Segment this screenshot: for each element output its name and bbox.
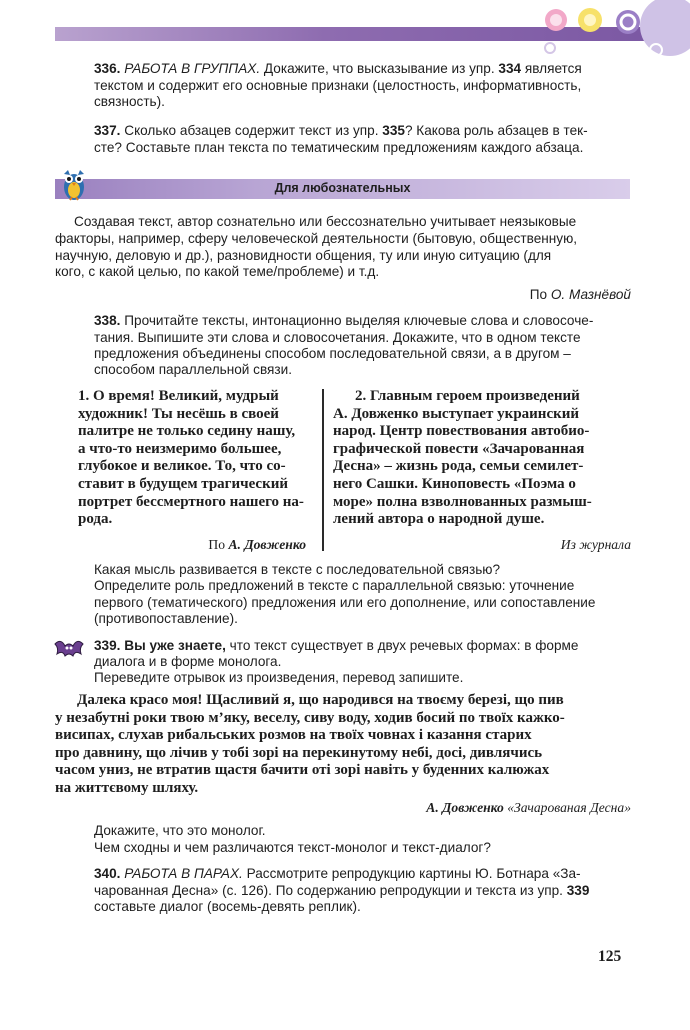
ex338-question-1: Какая мысль развивается в тексте с последовательной связью? <box>94 562 501 577</box>
ex340-number: 340. <box>94 866 121 881</box>
text1-line-4: а что-то неизмеримо большее, <box>78 440 282 457</box>
passage-line-4: про давнину, що лічив у тобі зорі на перекинутому небі, досі, дивлячись <box>55 744 543 761</box>
text1-line-8: рода. <box>78 511 113 528</box>
ex337-ref: 335 <box>382 123 405 138</box>
text2-line-8: лений автора о народной душе. <box>333 511 545 528</box>
ex337-text-post: ? Какова роль абзацев в тек- <box>404 123 588 138</box>
text2-line-6: него Сашки. Киноповесть «Поэма о <box>333 475 576 492</box>
text1-number: 1. <box>78 388 90 404</box>
passage-line-3: висипах, слухав рибальських розмов на твоїх човнах і казання старих <box>55 727 532 744</box>
ex338-question-4: (противопоставление). <box>94 611 238 626</box>
circle-pink-inner <box>550 14 562 26</box>
text2-line-4: графической повести «Зачарованная <box>333 440 585 457</box>
curious-line-4: кого, с какой целью, по какой теме/проблеме) и т.д. <box>55 264 380 279</box>
passage-line-6: на життєвому шляху. <box>55 779 199 796</box>
page-number: 125 <box>598 948 622 965</box>
text2-line-7: море» полна взволнованных размыш- <box>333 493 592 510</box>
ex338-question-2: Определите роль предложений в тексте с параллельной связью: уточнение <box>94 578 575 593</box>
ex339-source-author: А. Довженко <box>426 800 504 815</box>
bat-icon <box>53 636 85 662</box>
curious-line-1: Создавая текст, автор сознательно или бессознательно учитывает неязыковые <box>74 214 577 229</box>
ex340-line1 <box>94 866 630 882</box>
ex339-line1 <box>94 638 578 654</box>
text1-line-6: ставит в будущем трагический <box>78 475 289 492</box>
curious-source-prefix: По <box>529 287 548 302</box>
ex338-number: 338. <box>94 313 121 328</box>
text1-block <box>78 388 306 529</box>
ex336-task: РАБОТА В ГРУППАХ. <box>124 61 261 76</box>
ex339-number: 339. <box>94 638 121 653</box>
curious-line-2: факторы, например, сферу человеческой деятельности (бытовую, общественную, <box>55 231 578 246</box>
text1-line-1 <box>78 388 306 406</box>
ex340-task: РАБОТА В ПАРАХ. <box>124 866 243 881</box>
column-divider <box>322 389 324 551</box>
ex339-line1-rest: что текст существует в двух речевых формах: в форме <box>229 638 579 653</box>
ex336-number: 336. <box>94 61 121 76</box>
ex339-question-2: Чем сходны и чем различаются текст-монолог и текст-диалог? <box>94 840 491 855</box>
text1-source-author: А. Довженко <box>228 537 306 552</box>
ex338-question-3: первого (тематического) предложения или его дополнение, или сопоставление <box>94 595 596 610</box>
ex339-line3: Переведите отрывок из произведения, перевод запишите. <box>94 670 464 685</box>
ex337-line2: сте? Составьте план текста по тематическим предложениям каждого абзаца. <box>94 140 584 155</box>
text1-line-2: художник! Ты несёшь в своей <box>78 405 279 422</box>
ex336-text-post: является <box>524 61 582 76</box>
ex338-line3: предложения объединены способом последовательной связи, а в другом – <box>94 346 571 361</box>
circle-yellow-inner <box>584 14 596 26</box>
ex339-question-1: Докажите, что это монолог. <box>94 823 266 838</box>
ex336-ref: 334 <box>498 61 522 76</box>
ex336-text: Докажите, что высказывание из упр. <box>263 61 495 76</box>
text1-line-3: палитре не только седину нашу, <box>78 423 296 440</box>
decorative-circles <box>530 0 690 60</box>
ex339-passage <box>55 692 630 798</box>
curious-source <box>380 287 631 303</box>
circle-white-small <box>545 43 555 53</box>
ex340-line2-text: чарованная Десна» (с. 126). По содержанию репродукции и текста из упр. <box>94 883 563 898</box>
text2-line-1 <box>333 388 631 406</box>
ex337-text: Сколько абзацев содержит текст из упр. <box>124 123 379 138</box>
passage-line-2: у незабутні роки твою м’яку, веселу, сиву воду, ходив босий по твоїх кажко- <box>55 709 565 726</box>
ex340-line2 <box>94 883 589 899</box>
ex338-line4: способом параллельной связи. <box>94 362 292 377</box>
text2-line-1-text: Главным героем произведений <box>370 388 580 404</box>
text1-source <box>150 537 306 553</box>
ex339-source <box>300 800 631 816</box>
ex336-line1 <box>94 61 582 77</box>
curious-banner <box>55 179 630 199</box>
ex340-ref: 339 <box>566 883 590 898</box>
ex336-line3: связность). <box>94 94 165 109</box>
ex338-line2: тания. Выпишите эти слова и словосочетания. Докажите, что в одном тексте <box>94 330 581 345</box>
text2-line-3: народ. Центр повествования автобио- <box>333 423 590 440</box>
text1-source-prefix: По <box>208 537 226 552</box>
ex339-lead: Вы уже знаете, <box>124 638 226 653</box>
text1-line-1-text: О время! Великий, мудрый <box>93 388 279 404</box>
owl-icon <box>60 168 88 202</box>
ex340-line3: составьте диалог (восемь-девять реплик). <box>94 899 361 914</box>
passage-line-5: часом униз, не втратив щастя бачити оті зорі навіть у буденних калюжах <box>55 762 550 779</box>
ex337-number: 337. <box>94 123 121 138</box>
text2-line-5: Десна» – жизнь рода, семьи семилет- <box>333 458 584 475</box>
curious-line-3: научную, деловую и др.), разновидности общения, ту или иную ситуацию (для <box>55 248 552 263</box>
passage-line-1: Далека красо моя! Щасливий я, що народився на твоєму березі, що пив <box>77 692 564 708</box>
curious-source-author: О. Мазнёвой <box>550 287 631 302</box>
text2-block <box>333 388 631 529</box>
text2-number: 2. <box>355 388 367 404</box>
ex338-line1 <box>94 313 630 329</box>
text2-source: Из журнала <box>560 537 631 552</box>
ex337-line1 <box>94 123 588 139</box>
ex338-text: Прочитайте тексты, интонационно выделяя ключевые слова и словосоче- <box>124 313 594 328</box>
text1-line-7: портрет бессмертного нашего на- <box>78 493 304 510</box>
ex339-source-work: «Зачарованая Десна» <box>507 800 631 815</box>
text2-line-2: А. Довженко выступает украинский <box>333 405 580 422</box>
ex336-line2: текстом и содержит его основные признаки (целостность, информативность, <box>94 78 582 93</box>
ex340-line1-rest: Рассмотрите репродукцию картины Ю. Ботнара «За- <box>246 866 581 881</box>
curious-heading: Для любознательных <box>274 181 411 195</box>
ex339-line2: диалога и в форме монолога. <box>94 654 282 669</box>
circle-lilac <box>640 0 690 56</box>
text1-line-5: глубокое и великое. То, что со- <box>78 458 286 475</box>
